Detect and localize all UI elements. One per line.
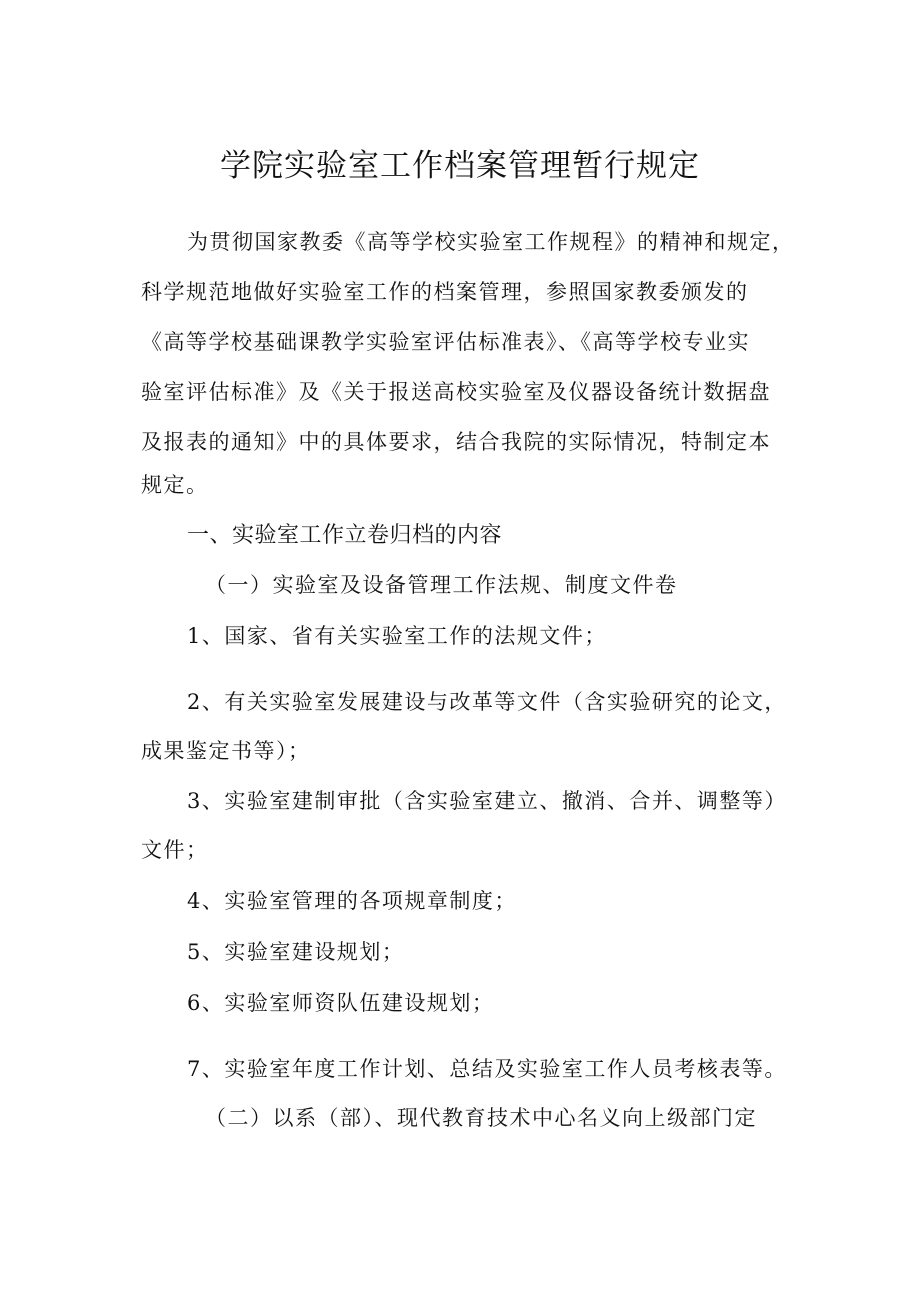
list-item: 4、实验室管理的各项规章制度； — [187, 889, 517, 913]
intro-line: 及报表的通知》中的具体要求，结合我院的实际情况，特制定本 — [141, 430, 771, 454]
list-item: 5、实验室建设规划； — [187, 940, 405, 964]
list-item: 2、有关实验室发展建设与改革等文件（含实验研究的论文， — [187, 690, 787, 714]
list-item: 7、实验室年度工作计划、总结及实验室工作人员考核表等。 — [187, 1057, 787, 1081]
list-item: 1、国家、省有关实验室工作的法规文件； — [187, 624, 607, 648]
list-item-continuation: 文件； — [141, 838, 209, 862]
document-title: 学院实验室工作档案管理暂行规定 — [220, 148, 700, 184]
subsection-heading: （二）以系（部）、现代教育技术中心名义向上级部门定 — [205, 1106, 757, 1130]
intro-line: 为贯彻国家教委《高等学校实验室工作规程》的精神和规定， — [187, 230, 795, 254]
list-item: 6、实验室师资队伍建设规划； — [187, 991, 495, 1015]
list-item-continuation: 成果鉴定书等）； — [141, 739, 311, 763]
intro-line: 《高等学校基础课教学实验室评估标准表》、《高等学校专业实 — [141, 330, 750, 354]
intro-line: 科学规范地做好实验室工作的档案管理，参照国家教委颁发的 — [141, 280, 749, 304]
subsection-heading: （一）实验室及设备管理工作法规、制度文件卷 — [205, 573, 678, 597]
intro-line: 验室评估标准》及《关于报送高校实验室及仪器设备统计数据盘 — [141, 380, 771, 404]
section-heading: 一、实验室工作立卷归档的内容 — [187, 523, 503, 548]
list-item: 3、实验室建制审批（含实验室建立、撤消、合并、调整等） — [187, 789, 787, 813]
intro-line: 规定。 — [141, 473, 209, 497]
